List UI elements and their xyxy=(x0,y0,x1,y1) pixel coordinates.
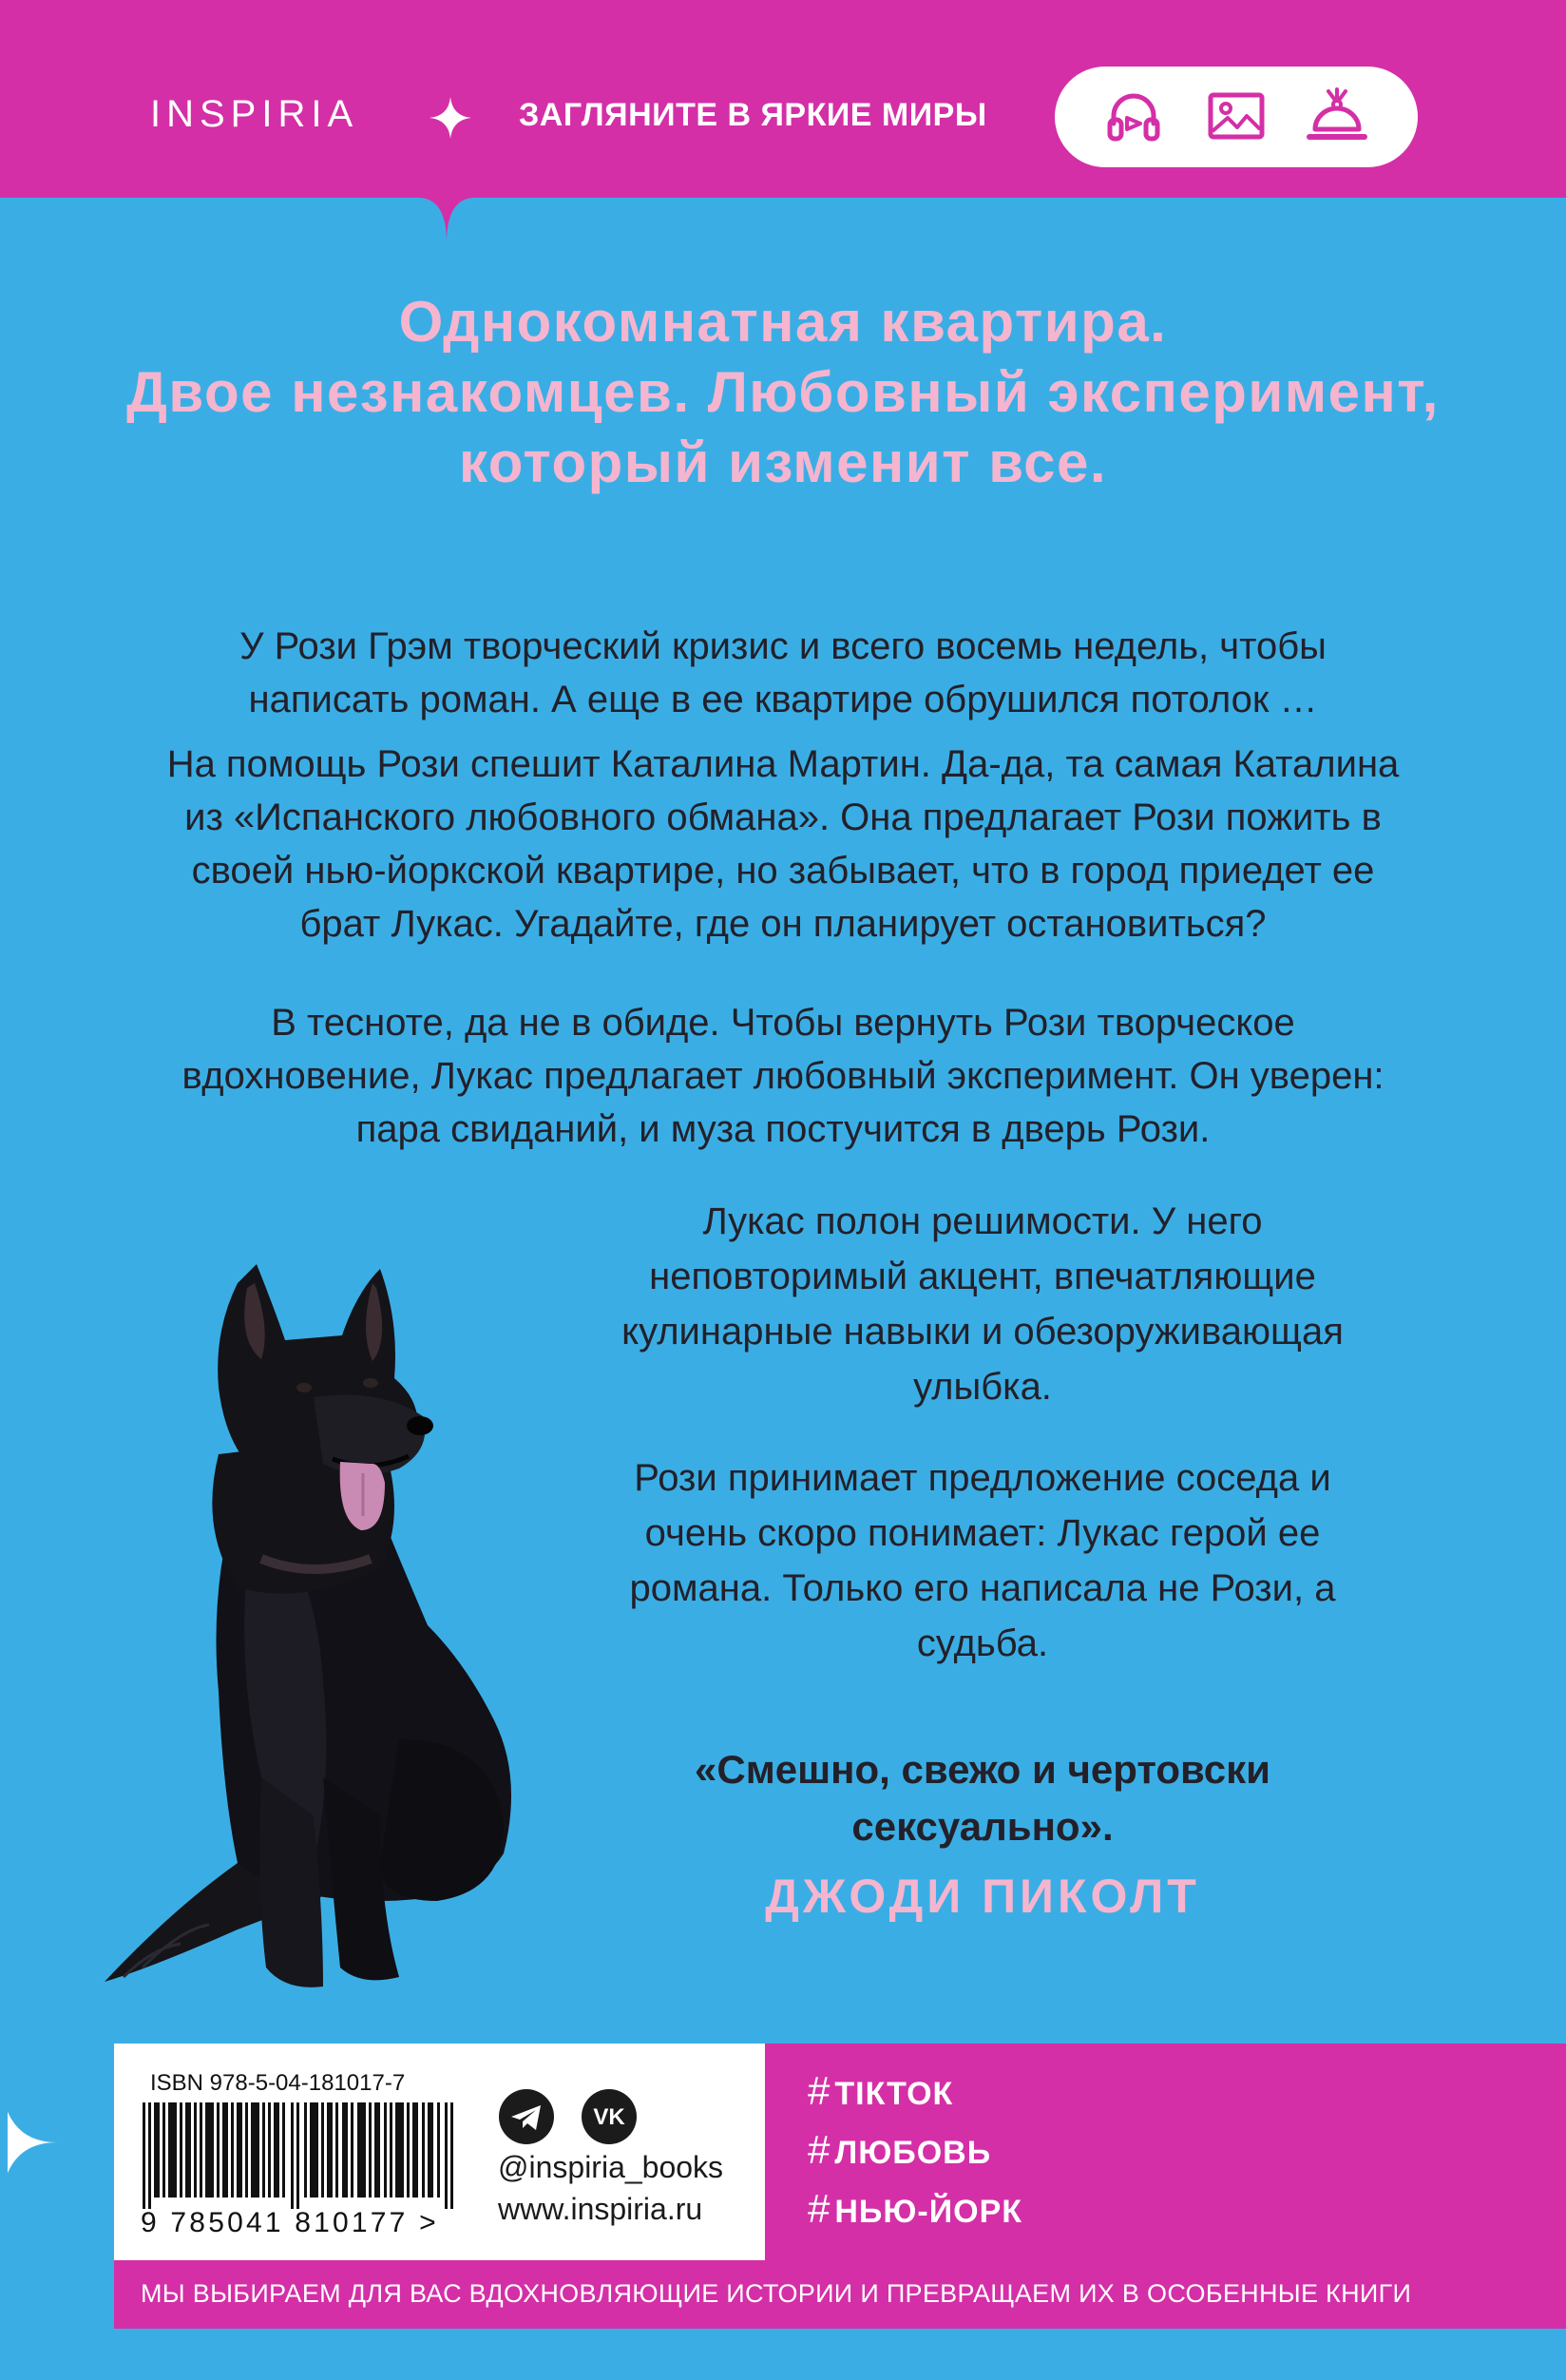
paragraph-5 xyxy=(589,1450,1376,1671)
footer-text: МЫ ВЫБИРАЕМ ДЛЯ ВАС ВДОХНОВЛЯЮЩИЕ ИСТОРИИ И ПРЕВРАЩАЕМ ИХ В ОСОБЕННЫЕ КНИГИ xyxy=(141,2279,1412,2308)
vk-icon[interactable] xyxy=(582,2089,637,2144)
publisher-logo: INSPIRIA xyxy=(150,93,359,135)
social-handle[interactable]: @inspiria_books xyxy=(498,2150,724,2184)
hashtag-label: ЛЮБОВЬ xyxy=(834,2135,992,2171)
text-line: брат Лукас. Угадайте, где он планирует остановиться? xyxy=(299,903,1267,945)
hashtag-label: НЬЮ-ЙОРК xyxy=(834,2194,1023,2230)
review-quote xyxy=(589,1741,1376,1855)
headline-line: Двое незнакомцев. Любовный эксперимент, xyxy=(126,360,1440,424)
paragraph-2 xyxy=(86,738,1480,950)
hash-symbol: # xyxy=(808,2127,831,2172)
text-line: романа. Только его написала не Рози, а xyxy=(629,1567,1336,1609)
serving-bell-icon xyxy=(1306,86,1368,148)
header-slogan: ЗАГЛЯНИТЕ В ЯРКИЕ МИРЫ xyxy=(519,97,987,133)
svg-text:VK: VK xyxy=(593,2104,625,2130)
hash-symbol: # xyxy=(808,2186,831,2231)
telegram-icon[interactable] xyxy=(499,2089,554,2144)
hashtag-tiktok xyxy=(808,2068,953,2114)
hash-symbol: # xyxy=(808,2068,831,2113)
text-line: У Рози Грэм творческий кризис и всего восемь недель, чтобы xyxy=(239,625,1327,667)
header-notch xyxy=(418,190,475,247)
headline xyxy=(0,287,1566,498)
hashtag-label: ТIКТОК xyxy=(834,2076,954,2112)
quote-author: ДЖОДИ ПИКОЛТ xyxy=(765,1870,1200,1923)
barcode xyxy=(143,2102,466,2209)
paragraph-3 xyxy=(86,996,1480,1156)
quote-line: сексуально». xyxy=(851,1804,1114,1849)
paragraph-4 xyxy=(589,1194,1376,1414)
text-line: неповторимый акцент, впечатляющие xyxy=(649,1256,1316,1297)
genre-icons-pill xyxy=(1055,67,1418,167)
hashtag-new-york xyxy=(808,2186,1022,2232)
isbn-label: ISBN 978-5-04-181017-7 xyxy=(150,2070,406,2096)
bottom-notch xyxy=(0,2066,57,2218)
text-line: На помощь Рози спешит Каталина Мартин. Да-да, та самая Каталина xyxy=(166,743,1400,785)
text-line: В тесноте, да не в обиде. Чтобы вернуть Рози творческое xyxy=(271,1002,1295,1044)
website-link[interactable]: www.inspiria.ru xyxy=(498,2192,703,2226)
hashtag-love xyxy=(808,2127,991,2173)
headphones-icon xyxy=(1102,86,1165,148)
text-line: Лукас полон решимости. У него xyxy=(702,1200,1263,1242)
text-line: пара свиданий, и муза постучится в дверь Рози. xyxy=(355,1108,1211,1150)
text-line: из «Испанского любовного обмана». Она предлагает Рози пожить в xyxy=(184,797,1382,838)
text-line: вдохновение, Лукас предлагает любовный эксперимент. Он уверен: xyxy=(181,1055,1385,1097)
sparkle-icon xyxy=(430,97,471,139)
text-line: кулинарные навыки и обезоруживающая xyxy=(621,1311,1344,1353)
barcode-digits: 9 785041 810177 > xyxy=(141,2207,439,2238)
picture-icon xyxy=(1205,86,1268,148)
headline-line: который изменит все. xyxy=(458,431,1108,494)
text-line: судьба. xyxy=(916,1622,1049,1664)
quote-line: «Смешно, свежо и чертовски xyxy=(695,1747,1270,1792)
text-line: улыбка. xyxy=(913,1366,1052,1408)
text-line: написать роман. А еще в ее квартире обрушился потолок … xyxy=(248,679,1318,720)
headline-line: Однокомнатная квартира. xyxy=(398,290,1168,354)
text-line: Рози принимает предложение соседа и xyxy=(634,1457,1331,1499)
paragraph-1 xyxy=(86,620,1480,726)
text-line: своей нью-йоркской квартире, но забывает, что в город приедет ее xyxy=(191,850,1375,892)
black-dog-illustration xyxy=(95,1245,542,2006)
text-line: очень скоро понимает: Лукас герой ее xyxy=(644,1512,1321,1554)
